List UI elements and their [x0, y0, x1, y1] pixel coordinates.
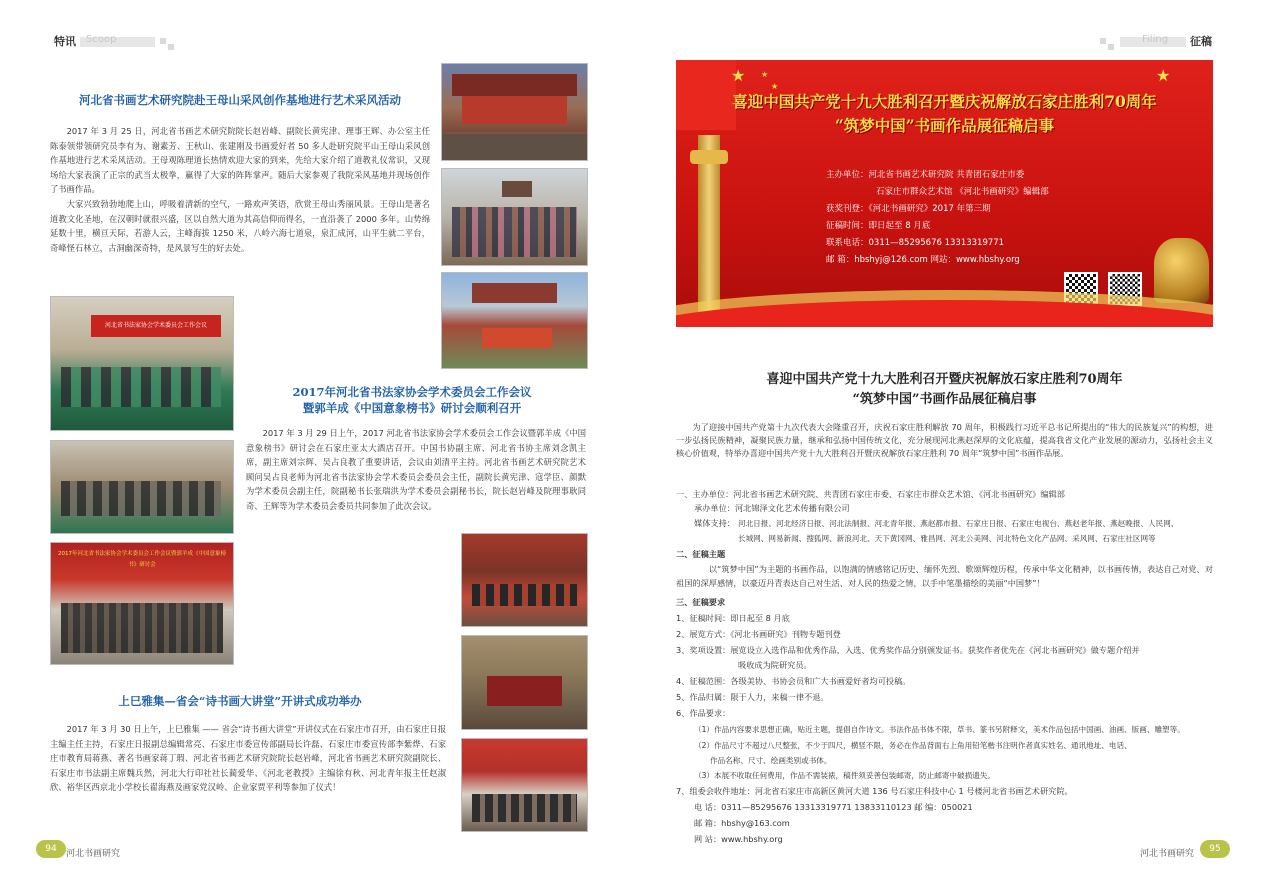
req-item-1: 1、征稿时间：即日起至 8 月底	[676, 613, 790, 623]
lecture-photo-3	[461, 738, 588, 832]
req-6-2: （2）作品尺寸不超过八尺整张，不少于四尺，横竖不限，务必在作品背面右上角用铅笔楷书注明作者真实姓名、通讯地址、电话、	[694, 741, 1132, 750]
right-page-number: 95	[1200, 840, 1230, 858]
contact-email: 邮 箱：hbshy@163.com	[694, 818, 790, 828]
banner-row-organizer: 主办单位：河北省书画艺术研究院 共青团石家庄市委	[826, 170, 1025, 180]
req-6-1: （1）作品内容要求思想正确，贴近主题，提倡自作诗文。书法作品书体不限，草书、篆书另附释文，美术作品包括中国画、油画、版画、雕塑等。	[694, 725, 1185, 734]
section2-text: 以“筑梦中国”为主题的书画作品，以饱满的情感铭记历史、缅怀先烈、歌颂辉煌历程，传承中华文化精神，以书画传情，表达自己对党、对祖国的深厚感情，以豪迈丹青表达自己对生活、对人民的热爱之情，以手中笔墨描绘的美丽“中国梦”！	[676, 564, 1213, 588]
notice-intro: 为了迎接中国共产党第十九次代表大会隆重召开，庆祝石家庄胜利解放 70 周年，积极践行习近平总书记所提出的“伟大的民族复兴”的构想，进一步弘扬民族精神，凝聚民族力量，继承和弘扬中国传统文化，充分展现河北燕赵深厚的文化底蕴，提高我省文化产业发展的源动力，弘扬社会主义核心价值观，特举办喜迎中国共产党十九大胜利召开暨庆祝解放石家庄胜利 70 周年“筑梦中国”书画作品展。	[676, 422, 1213, 458]
article3-paragraph: 2017 年 3 月 30 日上午，上巳雅集 —— 省会“诗书画大讲堂”开讲仪式在石家庄市召开，由石家庄日报主编主任主持，石家庄日报副总编辑常亮、石家庄市委宣传部副局长许磊、石家庄市委宣传部李紫烨、石家庄市教育局蒋燕、著名书画家蒋丁瑕、河北省书画艺术研究院院长赵岩峰，河北省书画艺术研究院副院长、石家庄市书法副主席魏兵然，河北大行印社社长蔺爱华、《河北老教授》主编徐有秋、河北青年报主任赵淑欣、裕华区西京北小学校长翟海燕及画家党汉岭、企业家贾平利等参加了仪式！	[50, 724, 446, 793]
temple-gate-photo	[441, 63, 588, 161]
section1-media-line1: 河北日报、河北经济日报、河北法制报、河北青年报、燕赵都市报、石家庄日报、石家庄电视台、燕赵老年报、燕赵晚报、人民网、	[738, 519, 1179, 528]
article1-title: 河北省书画艺术研究院赴王母山采风创作基地进行艺术采风活动	[79, 93, 401, 107]
left-page-number: 94	[36, 840, 66, 858]
group-photo-banner-text: 2017年河北省书法家协会学术委员会工作会议暨郭羊成《中国意象榜书》研讨会	[58, 551, 226, 568]
article1-paragraph: 2017 年 3 月 25 日，河北省书画艺术研究院院长赵岩峰、副院长黄宪津、理事王辉、办公室主任陈泰领带领研究员李有为、谢素芳、王秋山、张建刚及书画爱好者 50 多人赴研究院平山王母山采风创作基地进行艺术采风活动。王母观陈理道长热情欢迎大家的到来，先给大家介绍了道教礼仪常识，又现场给大家表演了正宗的武当太极拳，赢得了大家的阵阵掌声。随后大家参观了我院采风基地并现场创作了书画作品。	[50, 126, 430, 195]
req-item-3-cont: 吸收成为院研究员。	[738, 660, 812, 670]
req-6-2-cont: 作品名称、尺寸、绘画类别或书体。	[710, 756, 832, 765]
meeting-banner-text: 河北省书法家协会学术委员会工作会议	[91, 315, 221, 337]
banner-row-phone: 联系电话：0311—85295676 13313319771	[826, 238, 1005, 248]
call-for-entries-banner	[676, 60, 1213, 327]
left-section-tag-en: Scoop	[86, 34, 117, 45]
req-item-4: 4、征稿范围：各级美协、书协会员和广大书画爱好者均可投稿。	[676, 676, 911, 686]
stone-lion-icon	[1154, 238, 1209, 303]
star-icon: ★	[1156, 66, 1171, 85]
contact-phone: 电 话：0311—85295676 13313319771 13833110123 邮 编：050021	[694, 802, 973, 812]
req-item-3: 3、奖项设置：展览设立入选作品和优秀作品，入选、优秀奖作品分别颁发证书。获奖作者优先在《河北书画研究》做专题介绍并	[676, 645, 1140, 655]
monument-wing	[690, 150, 728, 164]
contact-website: 网 站：www.hbshy.org	[694, 834, 783, 844]
lecture-photo-2	[461, 635, 588, 730]
meeting-photo-1	[50, 296, 234, 431]
req-item-7: 7、组委会收件地址：河北省石家庄市高新区黄河大道 136 号石家庄科技中心 1 号楼河北省书画艺术研究院。	[676, 786, 1073, 796]
section1-organizer: 承办单位：河北锦泽文化艺术传播有限公司	[694, 503, 850, 513]
req-item-2: 2、展览方式：《河北书画研究》刊物专题刊登	[676, 629, 841, 639]
article2-title	[262, 384, 562, 416]
left-section-tag: 特讯	[54, 35, 76, 48]
section1-media-label: 媒体支持：	[694, 518, 735, 528]
banner-row-award: 获奖刊登：《河北书画研究》2017 年第三期	[826, 204, 991, 214]
header-deco	[1108, 44, 1114, 50]
req-item-6: 6、作品要求：	[676, 708, 731, 718]
article1-body	[50, 124, 430, 255]
right-section-tag-en: Filing	[1142, 34, 1169, 45]
right-footer-journal: 河北书画研究	[1140, 849, 1195, 859]
banner-title-line2: “筑梦中国”书画作品展征稿启事	[834, 116, 1055, 135]
article2-title-line2: 暨郭羊成《中国意象榜书》研讨会顺利召开	[302, 401, 522, 415]
left-footer-journal: 河北书画研究	[66, 849, 121, 859]
notice-title-line2: “筑梦中国”书画作品展征稿启事	[852, 392, 1037, 407]
article2-paragraph: 2017 年 3 月 29 日上午，2017 河北省书法家协会学术委员会工作会议暨郭羊成《中国意象榜书》研讨会在石家庄亚太大酒店召开。中国书协副主席、河北省书协主席刘念凯主席，副主席刘宗辉、吴占良教了重要讲话，会议由刘清平主持。河北省书画艺术研究院艺术顾问吴占良老师为河北省书法家协会学术委员会委员会主任，副院长黄宪津、寇学臣、颜默为学术委员会副主任，院副秘书长张瑞洪为学术委员会副秘书长，院长赵岩峰及院理事耿同奇、王辉等为学术委员会委员共同参加了此次会议。	[246, 428, 586, 511]
req-6-3: （3）本展不收取任何费用，作品不需装裱，稿件须妥善包装邮寄，防止邮寄中破损遗失。	[694, 771, 995, 780]
article3-body	[50, 722, 446, 795]
article2-body	[246, 426, 586, 514]
banner-row-email: 邮 箱：hbshyj@126.com 网站：www.hbshy.org	[826, 255, 1020, 265]
header-deco	[168, 44, 174, 50]
star-icon: ★	[731, 66, 746, 85]
section2-heading: 二、征稿主题	[676, 549, 726, 559]
header-deco	[160, 38, 166, 44]
section1-heading: 一、主办单位：河北省书画艺术研究院、共青团石家庄市委、石家庄市群众艺术馆、《河北书画研究》编辑部	[676, 489, 1065, 499]
group-photo-meeting	[50, 542, 234, 665]
req-item-5: 5、作品归属：限于人力，来稿一律不退。	[676, 692, 829, 702]
section3-heading: 三、征稿要求	[676, 597, 726, 607]
banner-title-line1: 喜迎中国共产党十九大胜利召开暨庆祝解放石家庄胜利70周年	[732, 92, 1157, 111]
article2-title-line1: 2017年河北省书法家协会学术委员会工作会议	[292, 385, 532, 399]
lecture-photo-1	[461, 533, 588, 627]
notice-title-line1: 喜迎中国共产党十九大胜利召开暨庆祝解放石家庄胜利70周年	[766, 372, 1123, 387]
header-deco	[1100, 38, 1106, 44]
banner-row-organizer2: 石家庄市群众艺术馆 《河北书画研究》编辑部	[876, 187, 1049, 197]
article3-title: 上巳雅集—省会“诗书画大讲堂”开讲式成功举办	[118, 694, 362, 708]
article1-paragraph: 大家兴致勃勃地爬上山，呼吸着清新的空气，一路欢声笑语，欣赏王母山秀丽风景。王母山是著名道教文化圣地，在汉朝时就很兴盛，区以自然大道为其高信仰而得名，一直沿袭了 2000 多年。山势绵延数十里，横亘天际，若游人云，主峰海拔 1250 米，八岭六海七道泉，泉汇成河，山平生就二平台，奇峰怪石林立，古洞幽深奇特，是风景写生的好去处。	[50, 198, 430, 253]
star-icon: ★	[761, 70, 769, 79]
star-icon: ★	[771, 82, 779, 91]
meeting-photo-2	[50, 440, 234, 534]
right-section-tag: 征稿	[1190, 35, 1212, 48]
section1-media-line2: 长城网、网易新闻、搜狐网、新浪河北、天下黄冈网、雅昌网、河北公美网、河北特色文化产品网、采风网、石家庄社区网等	[738, 534, 1156, 543]
group-photo-mountain	[441, 168, 588, 266]
temple-group-photo	[441, 272, 588, 369]
banner-row-period: 征稿时间：即日起至 8 月底	[826, 221, 931, 231]
